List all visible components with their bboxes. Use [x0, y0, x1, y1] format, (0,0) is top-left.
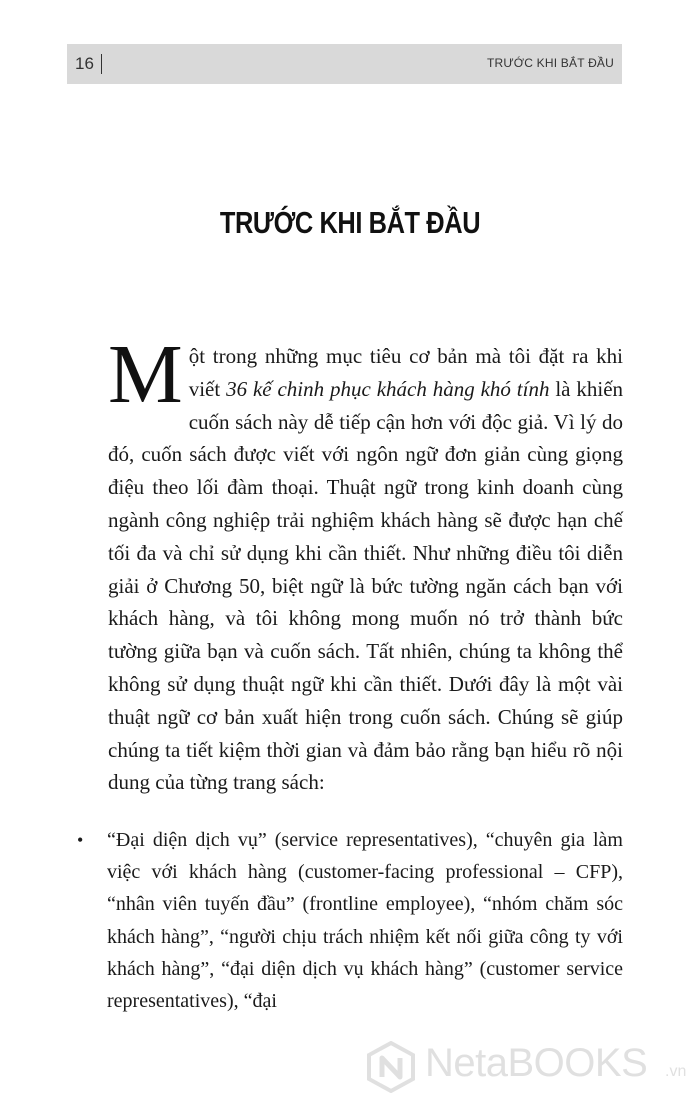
list-item — [77, 824, 623, 1017]
intro-rest: là khiến cuốn sách này dễ tiếp cận hơn với độc giả. Vì lý do đó, cuốn sách được viết với ngôn ngữ đơn giản cùng giọng điệu theo lối đàm thoại. Thuật ngữ trong kinh doanh cùng ngành công nghiệp trải nghiệm khách hàng sẽ được hạn chế tối đa và chỉ sử dụng khi cần thiết. Như những điều tôi diễn giải ở Chương 50, biệt ngữ là bức tường ngăn cách bạn với khách hàng, và tôi không mong muốn nó trở thành bức tường giữa bạn và cuốn sách. Tất nhiên, chúng ta không thể không sử dụng thuật ngữ khi cần thiết. Dưới đây là một vài thuật ngữ cơ bản xuất hiện trong cuốn sách. Chúng sẽ giúp chúng ta tiết kiệm thời gian và đảm bảo rằng bạn hiểu rõ nội dung của từng trang sách: — [108, 376, 624, 795]
running-header — [67, 44, 622, 84]
watermark-suffix: .vn — [665, 1063, 687, 1080]
watermark-brand: NetaBOOKS — [425, 1041, 648, 1085]
bullet-marker: • — [77, 830, 84, 850]
watermark — [365, 1035, 695, 1095]
intro-lead: ột trong những mục tiêu cơ bản mà tôi đặt ra khi viết — [188, 344, 623, 401]
book-title: 36 kế chinh phục khách hàng khó tính — [226, 376, 550, 401]
intro-paragraph — [108, 328, 624, 799]
list-item-text: “Đại diện dịch vụ” (service representatives), “chuyên gia làm việc với khách hàng (customer-facing professional – CFP), “nhân viên tuyến đầu” (frontline employee), “nhóm chăm sóc khách hàng”, “người chịu trách nhiệm kết nối giữa công ty với khách hàng”, “đại diện dịch vụ khách hàng” (customer service representatives), “đại — [107, 829, 623, 1013]
drop-cap: M — [108, 328, 183, 421]
header-divider — [101, 54, 102, 74]
n-logo-icon — [365, 1041, 417, 1093]
page-number: 16 — [75, 54, 94, 73]
running-head-title: TRƯỚC KHI BẮT ĐẦU — [486, 56, 614, 70]
terminology-list — [77, 824, 623, 1017]
chapter-title: TRƯỚC KHI BẮT ĐẦU — [219, 205, 481, 240]
